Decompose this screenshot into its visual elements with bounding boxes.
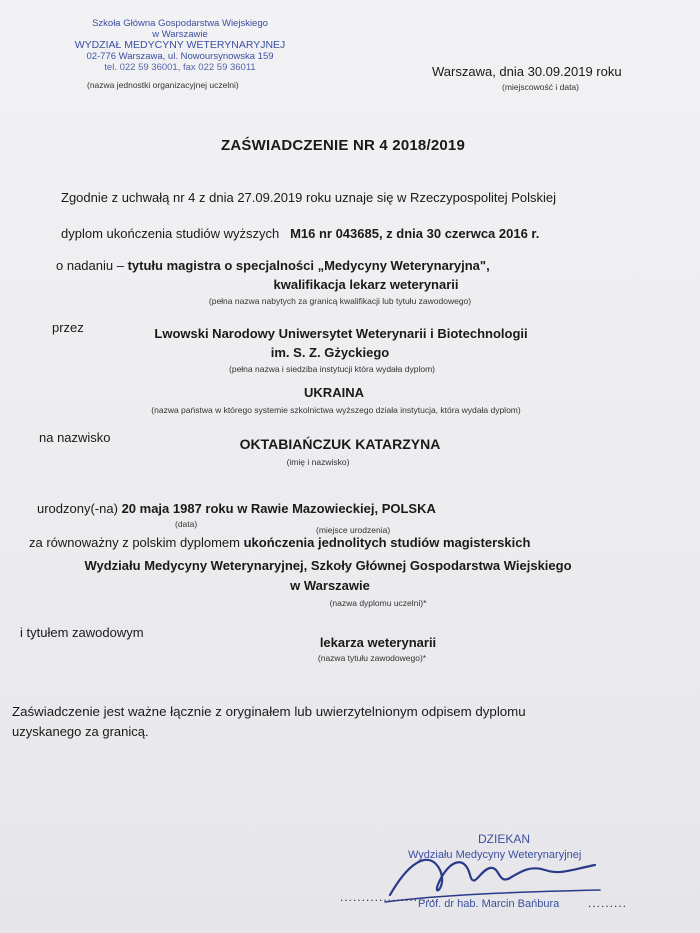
place-date: Warszawa, dnia 30.09.2019 roku	[432, 64, 622, 79]
birth-place-caption: (miejsce urodzenia)	[316, 525, 391, 535]
stamp-line-2: w Warszawie	[152, 29, 208, 40]
equivalence-caption: (nazwa dyplomu uczelni)*	[329, 598, 427, 608]
stamp-line-4: 02-776 Warszawa, ul. Nowoursynowska 159	[86, 51, 274, 62]
stamp-line-3: WYDZIAŁ MEDYCYNY WETERYNARYJNEJ	[74, 39, 286, 51]
validity-line-1: Zaświadczenie jest ważne łącznie z oryginałem lub uwierzytelnionym odpisem dyplomu	[12, 704, 526, 719]
birth-details: 20 maja 1987 roku w Rawie Mazowieckiej, POLSKA	[121, 501, 436, 516]
qualification-prefix: o nadaniu –	[56, 258, 124, 273]
name-caption: (imię i nazwisko)	[286, 457, 350, 467]
qualification-title: tytułu magistra o specjalności „Medycyny Weterynaryjna",	[127, 258, 490, 273]
country-caption: (nazwa państwa w którego systemie szkolnictwa wyższego działa instytucja, która wydała dyplom)	[151, 405, 521, 415]
birth-label: urodzony(-na)	[37, 501, 118, 516]
equivalence-line-1	[29, 535, 530, 550]
stamp-line-1: Szkoła Główna Gospodarstwa Wiejskiego	[92, 18, 268, 29]
signature-line: ......................	[340, 890, 436, 904]
university-caption: (pełna nazwa i siedziba instytucji która wydała dyplom)	[229, 364, 435, 374]
recognition-line-1: Zgodnie z uchwałą nr 4 z dnia 27.09.2019 roku uznaje się w Rzeczypospolitej Polskiej	[61, 190, 557, 205]
stamp-caption: (nazwa jednostki organizacyjnej uczelni)	[87, 80, 239, 90]
holder-name: OKTABIAŃCZUK KATARZYNA	[239, 436, 441, 452]
stamp-line-5: tel. 022 59 36001, fax 022 59 36011	[104, 62, 256, 73]
equivalence-line-2: Wydziału Medycyny Weterynaryjnej, Szkoły Głównej Gospodarstwa Wiejskiego	[84, 558, 572, 573]
university-line-2: im. S. Z. Gżyckiego	[270, 345, 390, 360]
equivalence-line-3: w Warszawie	[290, 578, 370, 593]
qualification-caption: (pełna nazwa nabytych za granicą kwalifikacji lub tytułu zawodowego)	[208, 296, 472, 306]
recognition-line-2	[61, 226, 539, 241]
university-line-1: Lwowski Narodowy Uniwersytet Weterynarii i Biotechnologii	[154, 326, 528, 341]
przez-label: przez	[52, 320, 84, 335]
dean-name-stamp: Prof. dr hab. Marcin Bańbura	[418, 898, 560, 910]
institution-stamp	[60, 18, 300, 73]
birth-date-caption: (data)	[175, 519, 198, 529]
equivalence-prefix: za równoważny z polskim dyplomem	[29, 535, 240, 550]
professional-title: lekarza weterynarii	[319, 635, 437, 650]
document-title: ZAŚWIADCZENIE NR 4 2018/2019	[220, 137, 466, 154]
diploma-number: M16 nr 043685, z dnia 30 czerwca 2016 r.	[290, 226, 540, 241]
signature-line-right: .........	[588, 896, 628, 910]
equivalence-studies: ukończenia jednolitych studiów magisterskich	[243, 535, 531, 550]
validity-line-2: uzyskanego za granicą.	[12, 724, 149, 739]
professional-title-label: i tytułem zawodowym	[20, 625, 144, 640]
professional-title-caption: (nazwa tytułu zawodowego)*	[317, 653, 427, 663]
place-date-caption: (miejscowość i data)	[502, 82, 579, 92]
dean-faculty: Wydziału Medycyny Weterynaryjnej	[408, 849, 582, 861]
diploma-label: dyplom ukończenia studiów wyższych	[61, 226, 280, 241]
dean-role: DZIEKAN	[478, 832, 531, 846]
name-label: na nazwisko	[39, 430, 111, 445]
qualification-line-1	[56, 258, 490, 273]
qualification-line-2: kwalifikacja lekarz weterynarii	[273, 277, 459, 292]
birth-line	[37, 501, 436, 516]
country: UKRAINA	[304, 385, 364, 400]
